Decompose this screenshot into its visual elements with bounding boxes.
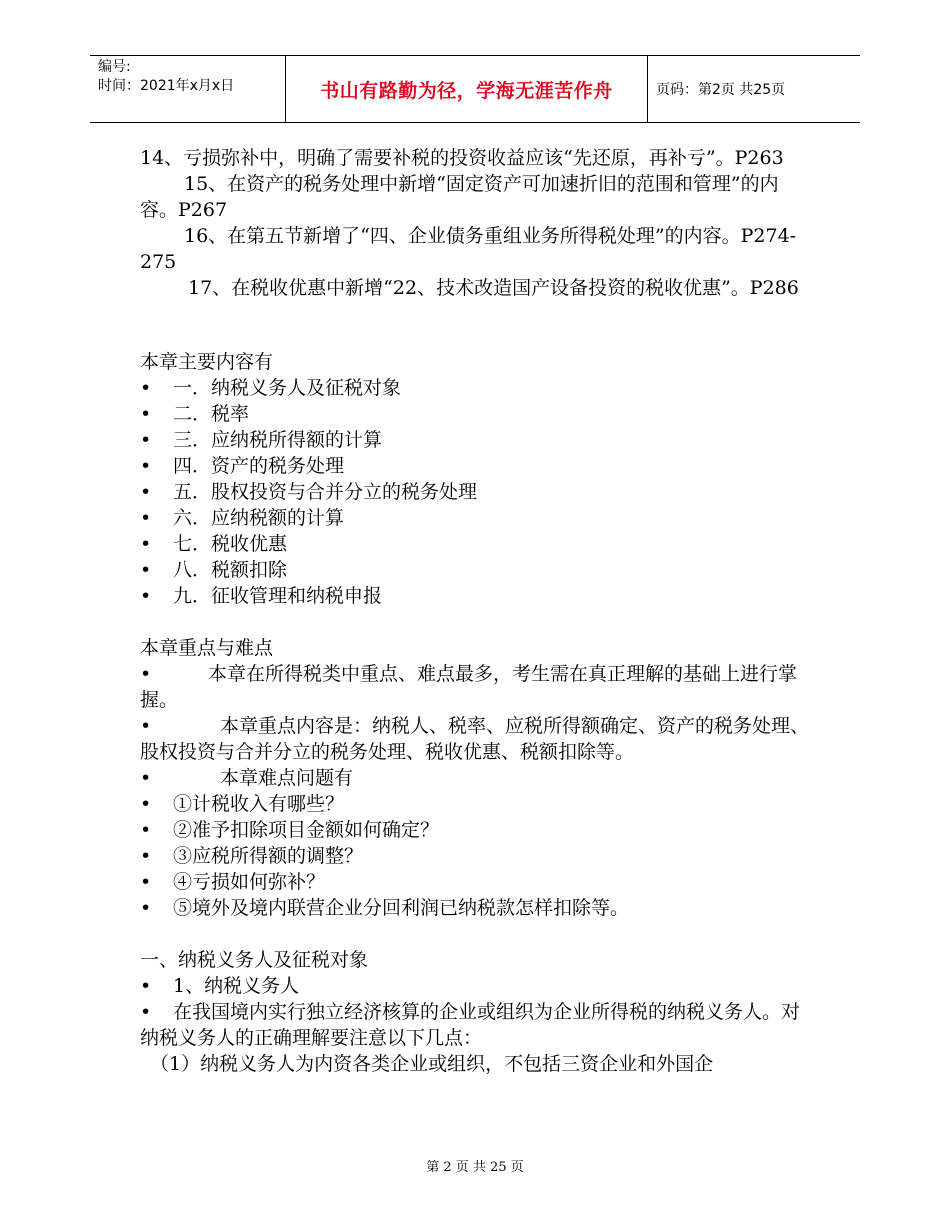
page-footer: 第 2 页 共 25 页 [426,1160,524,1175]
header-page-label: 页码：第2页 共25页 [656,82,786,98]
key-point-3: • 本章难点问题有 [140,767,354,789]
item-14: 14、亏损弥补中，明确了需要补税的投资收益应该“先还原，再补亏”。P263 [140,147,784,169]
page-header [90,55,860,123]
item-15: 15、在资产的税务处理中新增“固定资产可加速折旧的范围和管理”的内容。P267 [140,173,779,221]
main-contents-title: 本章主要内容有 [140,351,274,373]
time-label: 时间：2021年x月x日 [98,78,235,94]
section-1-paragraph: • 在我国境内实行独立经济核算的企业或组织为企业所得税的纳税义务人。对纳税义务人的正确理解要注意以下几点： [140,1001,801,1049]
list-item: • 六．应纳税额的计算 [140,507,345,529]
list-item: • 一．纳税义务人及征税对象 [140,377,402,399]
header-motto: 书山有路勤为径，学海无涯苦作舟 [285,56,648,122]
key-points-title: 本章重点与难点 [140,637,274,659]
header-left [90,56,285,122]
item-17: 17、在税收优惠中新增“22、技术改造国产设备投资的税收优惠”。P286 [188,277,799,299]
section-1-title: 一、纳税义务人及征税对象 [140,949,369,971]
key-point-2: • 本章重点内容是：纳税人、税率、应税所得额确定、资产的税务处理、股权投资与合并分立的税务处理、税收优惠、税额扣除等。 [140,715,810,763]
list-item: • 八．税额扣除 [140,559,288,581]
section-1-subtitle: • 1、纳税义务人 [140,975,300,997]
list-item: • 三．应纳税所得额的计算 [140,429,383,451]
difficulties-list [140,791,812,921]
list-item: • 二．税率 [140,403,250,425]
key-point-1: • 本章在所得税类中重点、难点最多，考生需在真正理解的基础上进行掌握。 [140,663,798,711]
item-16: 16、在第五节新增了“四、企业债务重组业务所得税处理”的内容。P274-275 [140,225,797,273]
list-item: • ③应税所得额的调整？ [140,845,364,867]
list-item: • ⑤境外及境内联营企业分回利润已纳税款怎样扣除等。 [140,897,630,919]
section-1-point-1: （1）纳税义务人为内资各类企业或组织，不包括三资企业和外国企 [150,1053,714,1075]
list-item: • ②准予扣除项目金额如何确定？ [140,819,440,841]
list-item: • 四．资产的税务处理 [140,455,345,477]
list-item: • ①计税收入有哪些？ [140,793,345,815]
list-item: • ④亏损如何弥补？ [140,871,326,893]
main-contents-list [140,375,812,609]
document-body [140,145,812,1077]
list-item: • 九．征收管理和纳税申报 [140,585,383,607]
list-item: • 七．税收优惠 [140,533,288,555]
list-item: • 五．股权投资与合并分立的税务处理 [140,481,478,503]
number-label: 编号: [98,59,131,75]
